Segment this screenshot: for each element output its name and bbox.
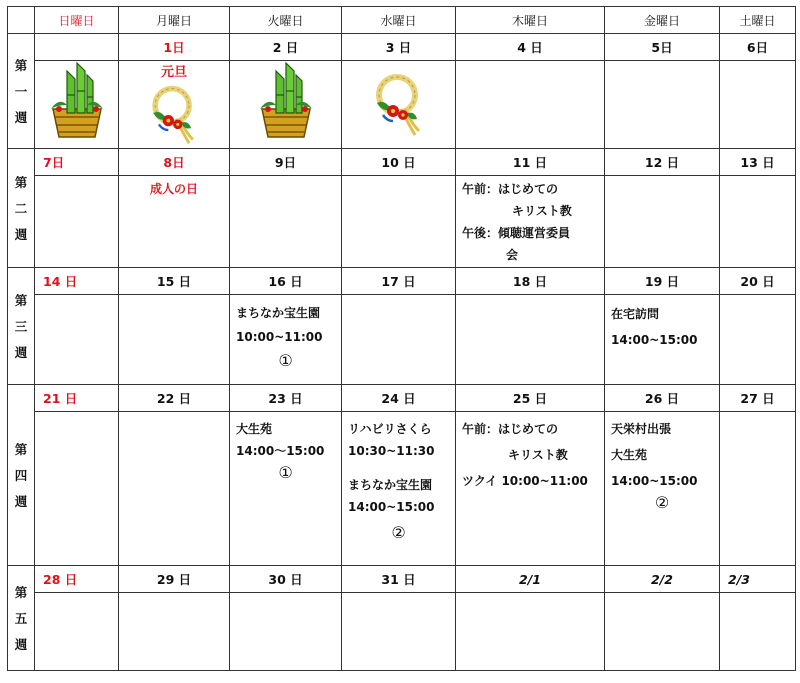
day-header-mon: 月曜日: [119, 7, 230, 34]
gantan-label: 元旦: [160, 65, 187, 80]
week-label-char: 週: [14, 110, 28, 125]
event-line: キリスト教: [512, 204, 572, 218]
date-cell: 15 日: [119, 268, 230, 295]
date-cell: 20 日: [720, 268, 796, 295]
week-3-date-row: [8, 268, 796, 295]
date-cell: 14 日: [35, 268, 119, 295]
date-cell: 9日: [230, 149, 342, 176]
week-5-label: [8, 566, 35, 671]
week-label-char: 第: [14, 585, 28, 600]
event-line: ①: [278, 463, 293, 482]
calendar-table: [7, 6, 796, 671]
event-line: ①: [278, 351, 293, 370]
event-line: 14:00～15:00: [236, 444, 325, 458]
event-cell: [342, 295, 456, 385]
date-cell: 29 日: [119, 566, 230, 593]
week-label-char: 三: [14, 319, 28, 334]
date-cell: 2 日: [230, 34, 342, 61]
event-line: 午前：はじめての: [462, 182, 559, 196]
event-cell: [605, 593, 720, 671]
week-2-date-row: [8, 149, 796, 176]
date-cell: 1日: [119, 34, 230, 61]
event-cell: [720, 176, 796, 268]
date-cell: 13 日: [720, 149, 796, 176]
week-label-char: 五: [14, 611, 28, 626]
event-cell: [456, 61, 605, 149]
event-cell: [35, 295, 119, 385]
event-cell: [35, 61, 119, 149]
week-label-char: 週: [14, 227, 28, 242]
date-cell: 2/3: [720, 566, 796, 593]
week-label-char: 第: [14, 58, 28, 73]
day-header-sat: 土曜日: [720, 7, 796, 34]
week-5-date-row: [8, 566, 796, 593]
event-cell: [720, 412, 796, 566]
seijin-label: 成人の日: [149, 182, 198, 196]
event-cell: [456, 176, 605, 268]
event-line: 14:00~15:00: [611, 474, 698, 488]
event-cell: [35, 176, 119, 268]
week-label-char: 四: [14, 468, 28, 483]
date-cell: 23 日: [230, 385, 342, 412]
week-label-char: 二: [14, 201, 28, 216]
event-cell: [720, 295, 796, 385]
week-5-event-row: [8, 593, 796, 671]
event-line: 大生苑: [236, 422, 273, 436]
date-cell: 5日: [605, 34, 720, 61]
event-cell: [119, 412, 230, 566]
event-cell: [456, 593, 605, 671]
event-cell: [230, 412, 342, 566]
event-cell: [605, 295, 720, 385]
event-line: キリスト教: [508, 448, 568, 462]
event-line: 天栄村出張: [611, 422, 672, 436]
calendar: [7, 6, 795, 678]
date-cell: 8日: [119, 149, 230, 176]
event-line: 10:00~11:00: [236, 330, 323, 344]
event-cell: [119, 295, 230, 385]
event-line: リハビリさくら: [348, 422, 432, 436]
event-cell: [230, 593, 342, 671]
event-line: まちなか宝生園: [236, 306, 321, 320]
week-label-char: 週: [14, 637, 28, 652]
date-cell: 24 日: [342, 385, 456, 412]
event-cell: [456, 412, 605, 566]
event-cell: [605, 61, 720, 149]
week-label-char: 一: [14, 84, 28, 99]
day-header-tue: 火曜日: [230, 7, 342, 34]
date-cell: 26 日: [605, 385, 720, 412]
date-cell: 2/1: [456, 566, 605, 593]
day-header-fri: 金曜日: [605, 7, 720, 34]
date-cell: 28 日: [35, 566, 119, 593]
event-line: 在宅訪問: [611, 307, 660, 321]
week-1-event-row: [8, 61, 796, 149]
date-cell: 25 日: [456, 385, 605, 412]
event-line: ツクイ 10:00~11:00: [462, 474, 588, 488]
event-line: まちなか宝生園: [348, 478, 433, 492]
week-3-event-row: [8, 295, 796, 385]
week-1-label: [8, 34, 35, 149]
shimekazari-wreath-icon: [146, 81, 202, 147]
date-cell: 7日: [35, 149, 119, 176]
day-header-thu: 木曜日: [456, 7, 605, 34]
event-line: 14:00~15:00: [611, 333, 698, 347]
event-line: 14:00~15:00: [348, 500, 435, 514]
date-cell: 11 日: [456, 149, 605, 176]
event-line: 午後：傾聴運営委員: [462, 226, 571, 240]
week-2-event-row: [8, 176, 796, 268]
event-cell: [35, 593, 119, 671]
header-corner: [8, 7, 35, 34]
event-cell: [342, 593, 456, 671]
date-cell: 2/2: [605, 566, 720, 593]
date-cell: 18 日: [456, 268, 605, 295]
event-cell: [605, 412, 720, 566]
event-cell: [35, 412, 119, 566]
event-line: 会: [506, 248, 519, 262]
date-cell: 30 日: [230, 566, 342, 593]
event-cell: [720, 593, 796, 671]
date-cell: 27 日: [720, 385, 796, 412]
date-cell: 12 日: [605, 149, 720, 176]
date-cell: 17 日: [342, 268, 456, 295]
date-cell: 10 日: [342, 149, 456, 176]
event-cell: [230, 295, 342, 385]
event-line: 大生苑: [611, 448, 648, 462]
event-line: 午前：はじめての: [462, 422, 559, 436]
event-cell: [230, 176, 342, 268]
date-cell: 31 日: [342, 566, 456, 593]
date-cell: 16 日: [230, 268, 342, 295]
week-4-date-row: [8, 385, 796, 412]
event-line: 10:30~11:30: [348, 444, 435, 458]
week-4-event-row: [8, 412, 796, 566]
event-cell: [119, 593, 230, 671]
week-label-char: 第: [14, 442, 28, 457]
date-cell: 3 日: [342, 34, 456, 61]
date-cell: 19 日: [605, 268, 720, 295]
week-3-label: [8, 268, 35, 385]
event-cell: [342, 176, 456, 268]
week-label-char: 週: [14, 494, 28, 509]
week-label-char: 第: [14, 175, 28, 190]
event-cell: [342, 61, 456, 149]
event-line: ②: [654, 493, 670, 512]
day-header-sun: 日曜日: [35, 7, 119, 34]
date-cell: 6日: [720, 34, 796, 61]
kadomatsu-icon: [258, 61, 314, 139]
week-4-label: [8, 385, 35, 566]
week-1-date-row: [8, 34, 796, 61]
kadomatsu-icon: [49, 61, 105, 139]
event-cell: [456, 295, 605, 385]
event-cell: [230, 61, 342, 149]
day-header-row: [8, 7, 796, 34]
date-cell: 4 日: [456, 34, 605, 61]
week-label-char: 週: [14, 345, 28, 360]
day-header-wed: 水曜日: [342, 7, 456, 34]
event-cell: [720, 61, 796, 149]
event-cell: [605, 176, 720, 268]
week-2-label: [8, 149, 35, 268]
week-label-char: 第: [14, 293, 28, 308]
event-cell: [342, 412, 456, 566]
event-cell: [119, 176, 230, 268]
date-cell: [35, 34, 119, 61]
event-line: ②: [391, 523, 406, 542]
date-cell: 22 日: [119, 385, 230, 412]
date-cell: 21 日: [35, 385, 119, 412]
shimekazari-wreath-icon: [371, 69, 427, 139]
event-cell: [119, 61, 230, 149]
